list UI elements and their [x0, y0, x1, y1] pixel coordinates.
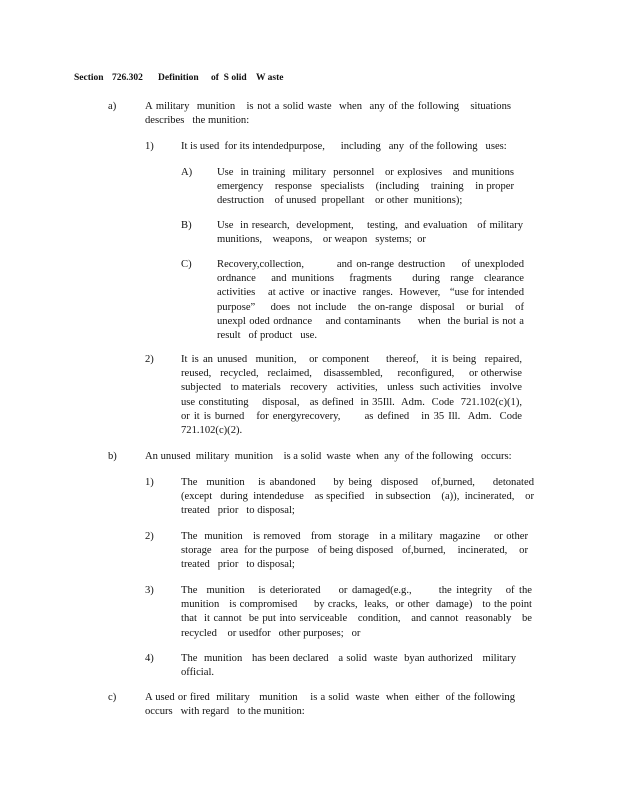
item-label: a) — [108, 101, 117, 112]
paragraph-c — [145, 691, 515, 719]
text-line: subjected to materials recovery activities, unless such activities involve — [181, 382, 522, 394]
text-line: result of product use. — [217, 330, 318, 342]
text-line: 721.102(c)(2). — [181, 425, 243, 437]
paragraph-b-3 — [181, 584, 532, 641]
text-line: that it cannot be put into serviceable condition, and cannot reasonably be — [181, 613, 532, 625]
text-line: emergency response specialists (including training in proper — [217, 181, 514, 193]
text-line: storage area for the purpose of being disposed of,burned, incinerated, or — [181, 545, 528, 557]
item-label: C) — [181, 259, 192, 270]
text-line: Use in training military personnel or explosives and munitions — [217, 167, 514, 178]
paragraph-a — [145, 100, 511, 128]
text-line: purpose” does not include the on-range disposal or burial of — [217, 301, 524, 313]
paragraph-a-1-C — [217, 258, 524, 343]
section-title-part-1: Definition — [158, 73, 199, 83]
paragraph-b-2 — [181, 530, 528, 573]
text-line: recycled or usedfor other purposes; or — [181, 627, 361, 639]
text-line: A military munition is not a solid waste when any of the following situations — [145, 101, 511, 112]
paragraph-b-4 — [181, 652, 516, 680]
text-line: ordnance and munitions fragments during range clearance — [217, 273, 524, 285]
paragraph-a-1 — [181, 140, 517, 154]
text-line: The munition has been declared a solid waste byan authorized military — [181, 653, 516, 664]
text-line: activities at active or inactive ranges. However, “use for intended — [217, 287, 524, 299]
section-title-part-2: of S olid W aste — [211, 73, 284, 83]
text-line: Recovery,collection, and on-range destruction of unexploded — [217, 259, 524, 270]
paragraph-a-1-B — [217, 219, 523, 247]
item-label: A) — [181, 167, 193, 178]
item-label: 2) — [145, 531, 154, 542]
text-line: reused, recycled, reclaimed, disassembled, reconfigured, or otherwise — [181, 368, 522, 380]
section-number: 726.302 — [112, 73, 143, 83]
text-line: munition is compromised by cracks, leaks, or other damage) to the point — [181, 599, 532, 611]
text-line: An unused military munition is a solid waste when any of the following occurs: — [145, 451, 512, 462]
text-line: official. — [181, 667, 215, 679]
item-label: 1) — [145, 477, 154, 488]
text-line: treated prior to disposal; — [181, 505, 295, 517]
text-line: destruction of unused propellant or other munitions); — [217, 195, 463, 207]
paragraph-b-1 — [181, 476, 534, 519]
text-line: occurs with regard to the munition: — [145, 706, 305, 718]
text-line: Use in research, development, testing, and evaluation of military — [217, 220, 523, 231]
text-line: A used or fired military munition is a solid waste when either of the following — [145, 692, 515, 703]
paragraph-a-1-A — [217, 166, 514, 209]
item-label: b) — [108, 451, 117, 462]
text-line: or it is burned for energyrecovery, as defined in 35 Ill. Adm. Code — [181, 410, 522, 422]
text-line: It is used for its intendedpurpose, including any of the following uses: — [181, 141, 507, 152]
text-line: treated prior to disposal; — [181, 559, 295, 571]
text-line: use constituting disposal, as defined in 35Ill. Adm. Code 721.102(c)(1), — [181, 396, 522, 408]
text-line: The munition is abandoned by being disposed of,burned, detonated — [181, 477, 534, 488]
item-label: c) — [108, 692, 117, 703]
item-label: 1) — [145, 141, 154, 152]
text-line: The munition is removed from storage in a military magazine or other — [181, 531, 528, 542]
text-line: munitions, weapons, or weapon systems; or — [217, 234, 426, 246]
item-label: 2) — [145, 354, 154, 365]
text-line: describes the munition: — [145, 115, 250, 127]
item-label: 4) — [145, 653, 154, 664]
paragraph-a-2 — [181, 353, 522, 438]
text-line: (except during intendeduse as specified in subsection (a)), incinerated, or — [181, 491, 534, 503]
text-line: unexpl oded ordnance and contaminants when the burial is not a — [217, 315, 524, 327]
item-label: B) — [181, 220, 192, 231]
text-line: The munition is deteriorated or damaged(e.g., the integrity of the — [181, 585, 532, 596]
section-label: Section — [74, 73, 104, 83]
text-line: It is an unused munition, or component thereof, it is being repaired, — [181, 354, 522, 365]
paragraph-b — [145, 450, 525, 464]
item-label: 3) — [145, 585, 154, 596]
